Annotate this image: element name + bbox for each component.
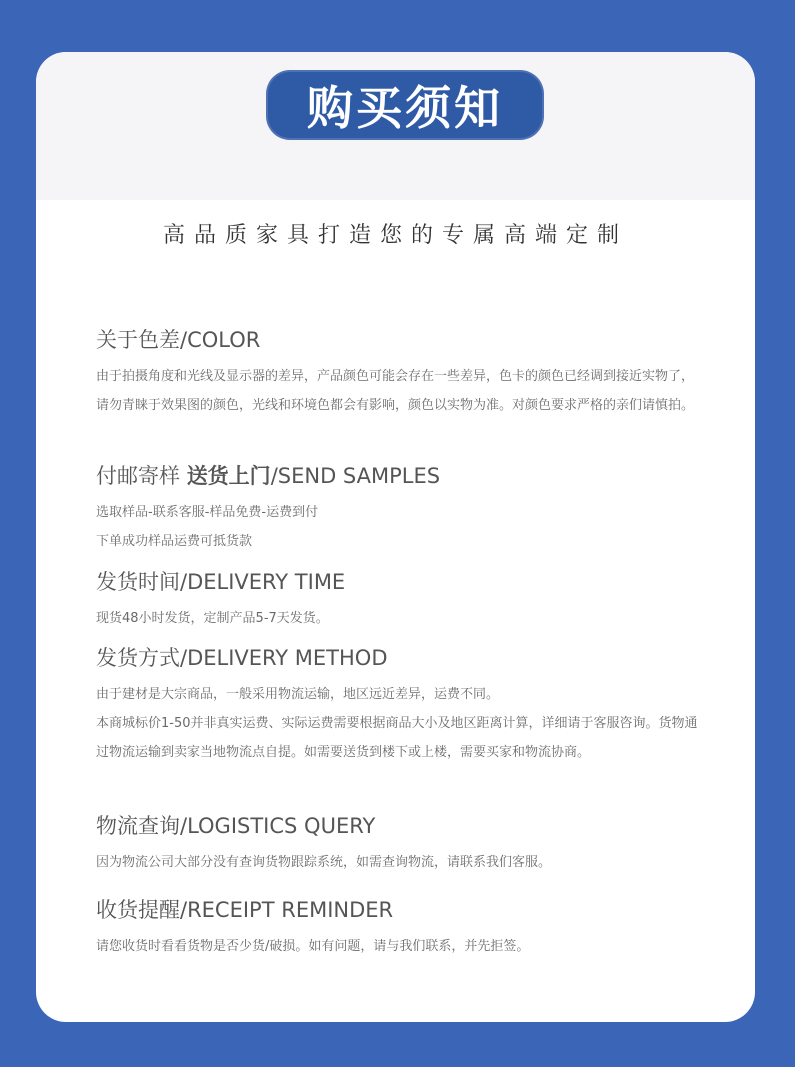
section-delivery-time <box>96 568 706 633</box>
section-title <box>96 462 706 490</box>
section-body <box>96 680 706 767</box>
section-title: 发货方式/DELIVERY METHOD <box>96 646 388 670</box>
section-text: 由于拍摄角度和光线及显示器的差异，产品颜色可能会存在一些差异，色卡的颜色已经调到接近实物了，请勿青睐于效果图的颜色，光线和环境色都会有影响，颜色以实物为准。对颜色要求严格的亲们请慎拍。 <box>96 369 695 413</box>
section-title-bold: 送货上门 <box>186 464 271 488</box>
section-body <box>96 498 706 556</box>
section-title: 物流查询/LOGISTICS QUERY <box>96 814 376 838</box>
section-body <box>96 932 706 961</box>
section-body <box>96 848 706 877</box>
section-title: 关于色差/COLOR <box>96 328 261 352</box>
card-header <box>36 52 755 200</box>
section-text: 下单成功样品运费可抵货款 <box>96 534 253 549</box>
tagline: 高品质家具打造您的专属高端定制 <box>162 223 628 248</box>
section-receipt-reminder <box>96 896 706 961</box>
section-text: 因为物流公司大部分没有查询货物跟踪系统，如需查询物流，请联系我们客服。 <box>96 855 552 870</box>
section-text: 本商城标价1-50并非真实运费、实际运费需要根据商品大小及地区距离计算，详细请于客服咨询。货物通过物流运输到卖家当地物流点自提。如需要送货到楼下或上楼，需要买家和物流协商。 <box>96 716 698 760</box>
section-text: 由于建材是大宗商品，一般采用物流运输，地区远近差异，运费不同。 <box>96 687 500 702</box>
title-badge <box>266 70 544 140</box>
notice-content <box>36 200 755 1022</box>
section-text: 选取样品-联系客服-样品免费-运费到付 <box>96 505 319 520</box>
section-title-suffix: /SEND SAMPLES <box>270 464 441 488</box>
purchase-notice-card <box>36 52 755 1022</box>
section-body <box>96 604 706 633</box>
section-text: 现货48小时发货，定制产品5-7天发货。 <box>96 611 329 626</box>
section-text: 请您收货时看看货物是否少货/破损。如有问题，请与我们联系，并先拒签。 <box>96 939 530 954</box>
section-delivery-method <box>96 644 706 767</box>
section-body <box>96 362 706 420</box>
section-logistics-query <box>96 812 706 877</box>
section-send-samples <box>96 462 706 556</box>
section-title: 发货时间/DELIVERY TIME <box>96 570 346 594</box>
page-title: 购买须知 <box>307 81 503 135</box>
section-title: 收货提醒/RECEIPT REMINDER <box>96 898 394 922</box>
section-title-prefix: 付邮寄样 <box>96 464 187 488</box>
section-color <box>96 326 706 420</box>
